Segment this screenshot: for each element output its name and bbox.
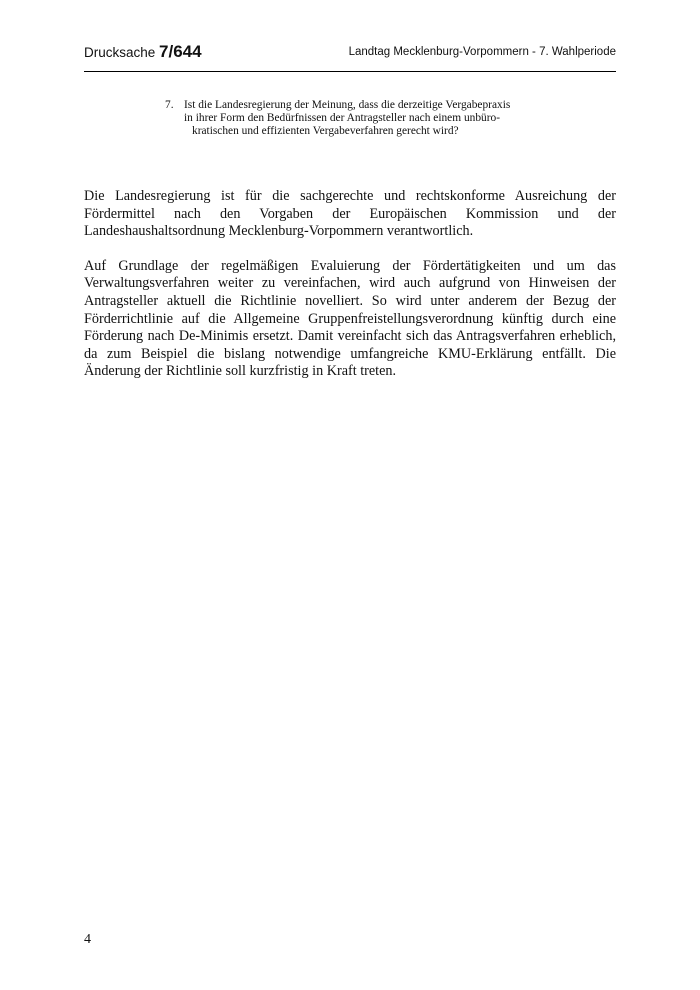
document-label: Drucksache bbox=[84, 45, 156, 60]
question-line: kratischen und effizienten Vergabeverfahren gerecht wird? bbox=[192, 125, 459, 138]
question-line: Ist die Landesregierung der Meinung, dass die derzeitige Vergabepraxis bbox=[184, 99, 511, 111]
page-header bbox=[84, 40, 616, 64]
question-text bbox=[184, 99, 510, 139]
document-reference bbox=[84, 42, 202, 62]
header-divider bbox=[84, 71, 616, 72]
answer-paragraph: Auf Grundlage der regelmäßigen Evaluierung der Fördertätigkeiten und um das Verwaltungsverfahren weiter zu vereinfachen, wird auch aufgrund von Hinweisen der Antragsteller aktuell die Richtlinie novelliert. So wird unter anderem der Bezug der Förderrichtlinie auf die Allgemeine Gruppenfreistellungsverordnung künftig durch eine Förderung nach De-Minimis ersetzt. Damit vereinfacht sich das Antragsverfahren erheblich, da zum Beispiel die bislang notwendige umfangreiche KMU-Erklärung entfällt. Die Änderung der Richtlinie soll kurzfristig in Kraft treten. bbox=[84, 257, 616, 380]
answer-paragraph: Die Landesregierung ist für die sachgerechte und rechtskonforme Ausreichung der Fördermittel nach den Vorgaben der Europäischen Kommission und der Landeshaushaltsordnung Mecklenburg-Vorpommern verantwortlich. bbox=[84, 188, 616, 240]
question-line: in ihrer Form den Bedürfnissen der Antragsteller nach einem unbüro- bbox=[184, 112, 501, 125]
answer-block bbox=[84, 188, 616, 381]
parliament-title: Landtag Mecklenburg-Vorpommern - 7. Wahlperiode bbox=[348, 46, 616, 58]
page-number: 4 bbox=[84, 932, 91, 947]
question-number: 7. bbox=[165, 99, 174, 111]
document-number: 7/644 bbox=[159, 42, 202, 61]
